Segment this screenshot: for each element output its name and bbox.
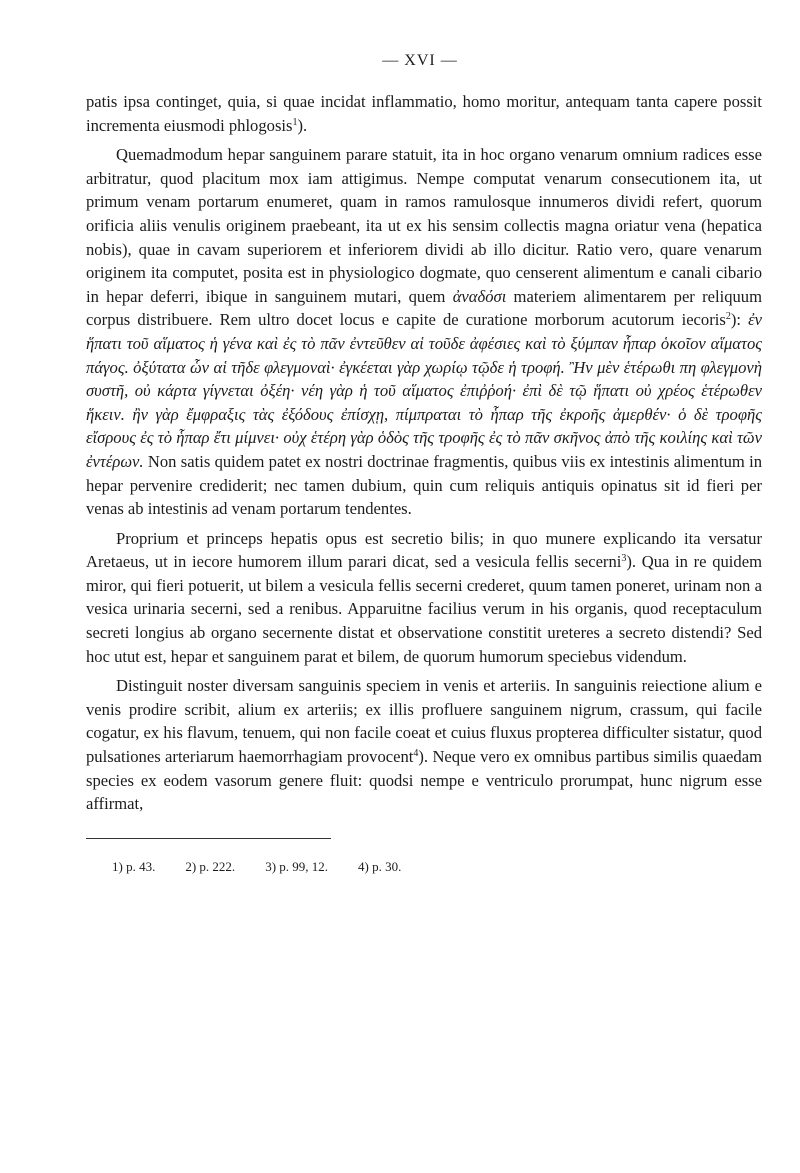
text-span: Quemadmodum hepar sanguinem parare statuit, ita in hoc organo venarum omnium radices esse arbitratur, quod placitum mox iam attigimus. Nempe computat venarum consecutionem ita, ut primum venam portarum enumeret, quam in ramos ramulosque innumeros dividi refert, quorum orificia aliis venulis originem praebeant, ita ut ex his sensim collectis magna oriatur vena (hepatica nobis), quae in cavam superiorem et inferiorem dividi ab illo dicitur. Ratio vero, quare venarum originem ita computet, posita est in physiologico dogmate, quo censerent alimentum e canali cibario in hepar deferri, ibique in sanguinem mutari, quem [86,145,762,306]
footnotes [86,859,762,875]
footnote: 3) p. 99, 12. [265,858,329,874]
text-span: ). Qua in re quidem miror, qui fieri potuerit, ut bilem a vesicula fellis secerni crederet, quum tamen poneret, urinam non a vesica urinaria secerni, sed a renibus. Apparuitne facilius verum in his organis, quod receptaculum secreti longius ab organo secernente distat et observatione constitit ureteres a secreto distendi? Sed hoc utut est, hepar et sanguinem parat et bilem, de quorum humorum speciebus videndum. [86,552,762,666]
greek-quote: ἐν ἥπατι τοῦ αἵματος ἡ γένα καὶ ἐς τὸ πᾶν ἐντεῦθεν αἱ τοῦδε ἀφέσιες καὶ τὸ ξύμπαν ἧπαρ ὁκοῖον αἵματος πάγος. ὀξύτατα ὧν αἱ τῆδε φλεγμοναὶ· ἐγκέεται γὰρ χωρίῳ τῷδε ἡ τροφή. Ἢν μὲν ἑτέρωθι πη φλεγμονὴ συστῆ, οὐ κάρτα γίγνεται ὀξέη· νέη γὰρ ἡ τοῦ αἵματος ἐπιῤῥοή· ἐπὶ δὲ τῷ ἥπατι οὐ χρέος ἑτέρωθεν ἥκειν. ἢν γὰρ ἔμφραξις τὰς ἐξόδους ἐπίσχῃ, πίμπραται τὸ ἧπαρ τῆς ἐκροῆς ἀμερθέν· ὁ δὲ τροφῆς εἴσρους ἐς τὸ ἧπαρ ἔτι μίμνει· οὐχ ἑτέρη γὰρ ὁδὸς τῆς τροφῆς ἐς τὸ πᾶν σκῆνος ἀπὸ τῆς κοιλίης καὶ τῶν ἐντέρων. [86,310,762,471]
paragraph [86,90,762,137]
text-span: Proprium et princeps hepatis opus est secretio bilis; in quo munere explicando ita versatur Aretaeus, ut in iecore humorem illum parari dicat, sed a vesicula fellis secerni [86,528,762,572]
text-span: Non satis quidem patet ex nostri doctrinae fragmentis, quibus viis ex intestinis alimentum in hepar pervenire crediderit; nec tamen dubium, quin cum reliquis antiquis opinatus sit id fieri per venas ab intestinis ad venam portarum tendentes. [86,451,762,519]
page-number: — XVI — [382,52,458,69]
text-span: ). Neque vero ex omnibus partibus similis quaedam species ex eodem vasorum genere fluit: quodsi nempe e ventriculo prorumpat, hunc nigrum esse affirmat, [86,747,762,814]
text-span: materiem alimentarem per reliquum corpus distribuere. Rem ultro docet locus e capite de curatione morborum acutorum iecoris [86,286,762,330]
footnote: 2) p. 222. [185,858,236,874]
body-text [86,90,762,816]
text-span: ). [297,115,308,135]
footnote-ref: 4 [413,748,419,760]
text-span: Distinguit noster diversam sanguinis speciem in venis et arteriis. In sanguinis reiectione alium e venis prodire scribit, alium ex arteriis; ex illis profluere sanguinem nigrum, crassum, qui facile cogatur, ex his flavum, tenuem, qui non facile coeat et cuius fluxus propterea difficulter sistatur, quod pulsationes arteriarum haemorrhagiam provocent [86,676,762,767]
footnote: 1) p. 43. [112,858,156,874]
text-span: ): [730,310,749,330]
footnote-ref: 2 [725,311,731,323]
paragraph [86,143,762,521]
paragraph [86,674,762,816]
footnote-ref: 3 [621,553,627,565]
footnote-ref: 1 [292,116,298,128]
footnote-divider [86,838,331,839]
footnote: 4) p. 30. [358,858,402,874]
paragraph [86,527,762,669]
greek-quote: ἀναδόσι [452,286,507,306]
text-span: patis ipsa continget, quia, si quae incidat inflammatio, homo moritur, antequam tanta capere possit incrementa eiusmodi phlogosis [86,92,762,135]
